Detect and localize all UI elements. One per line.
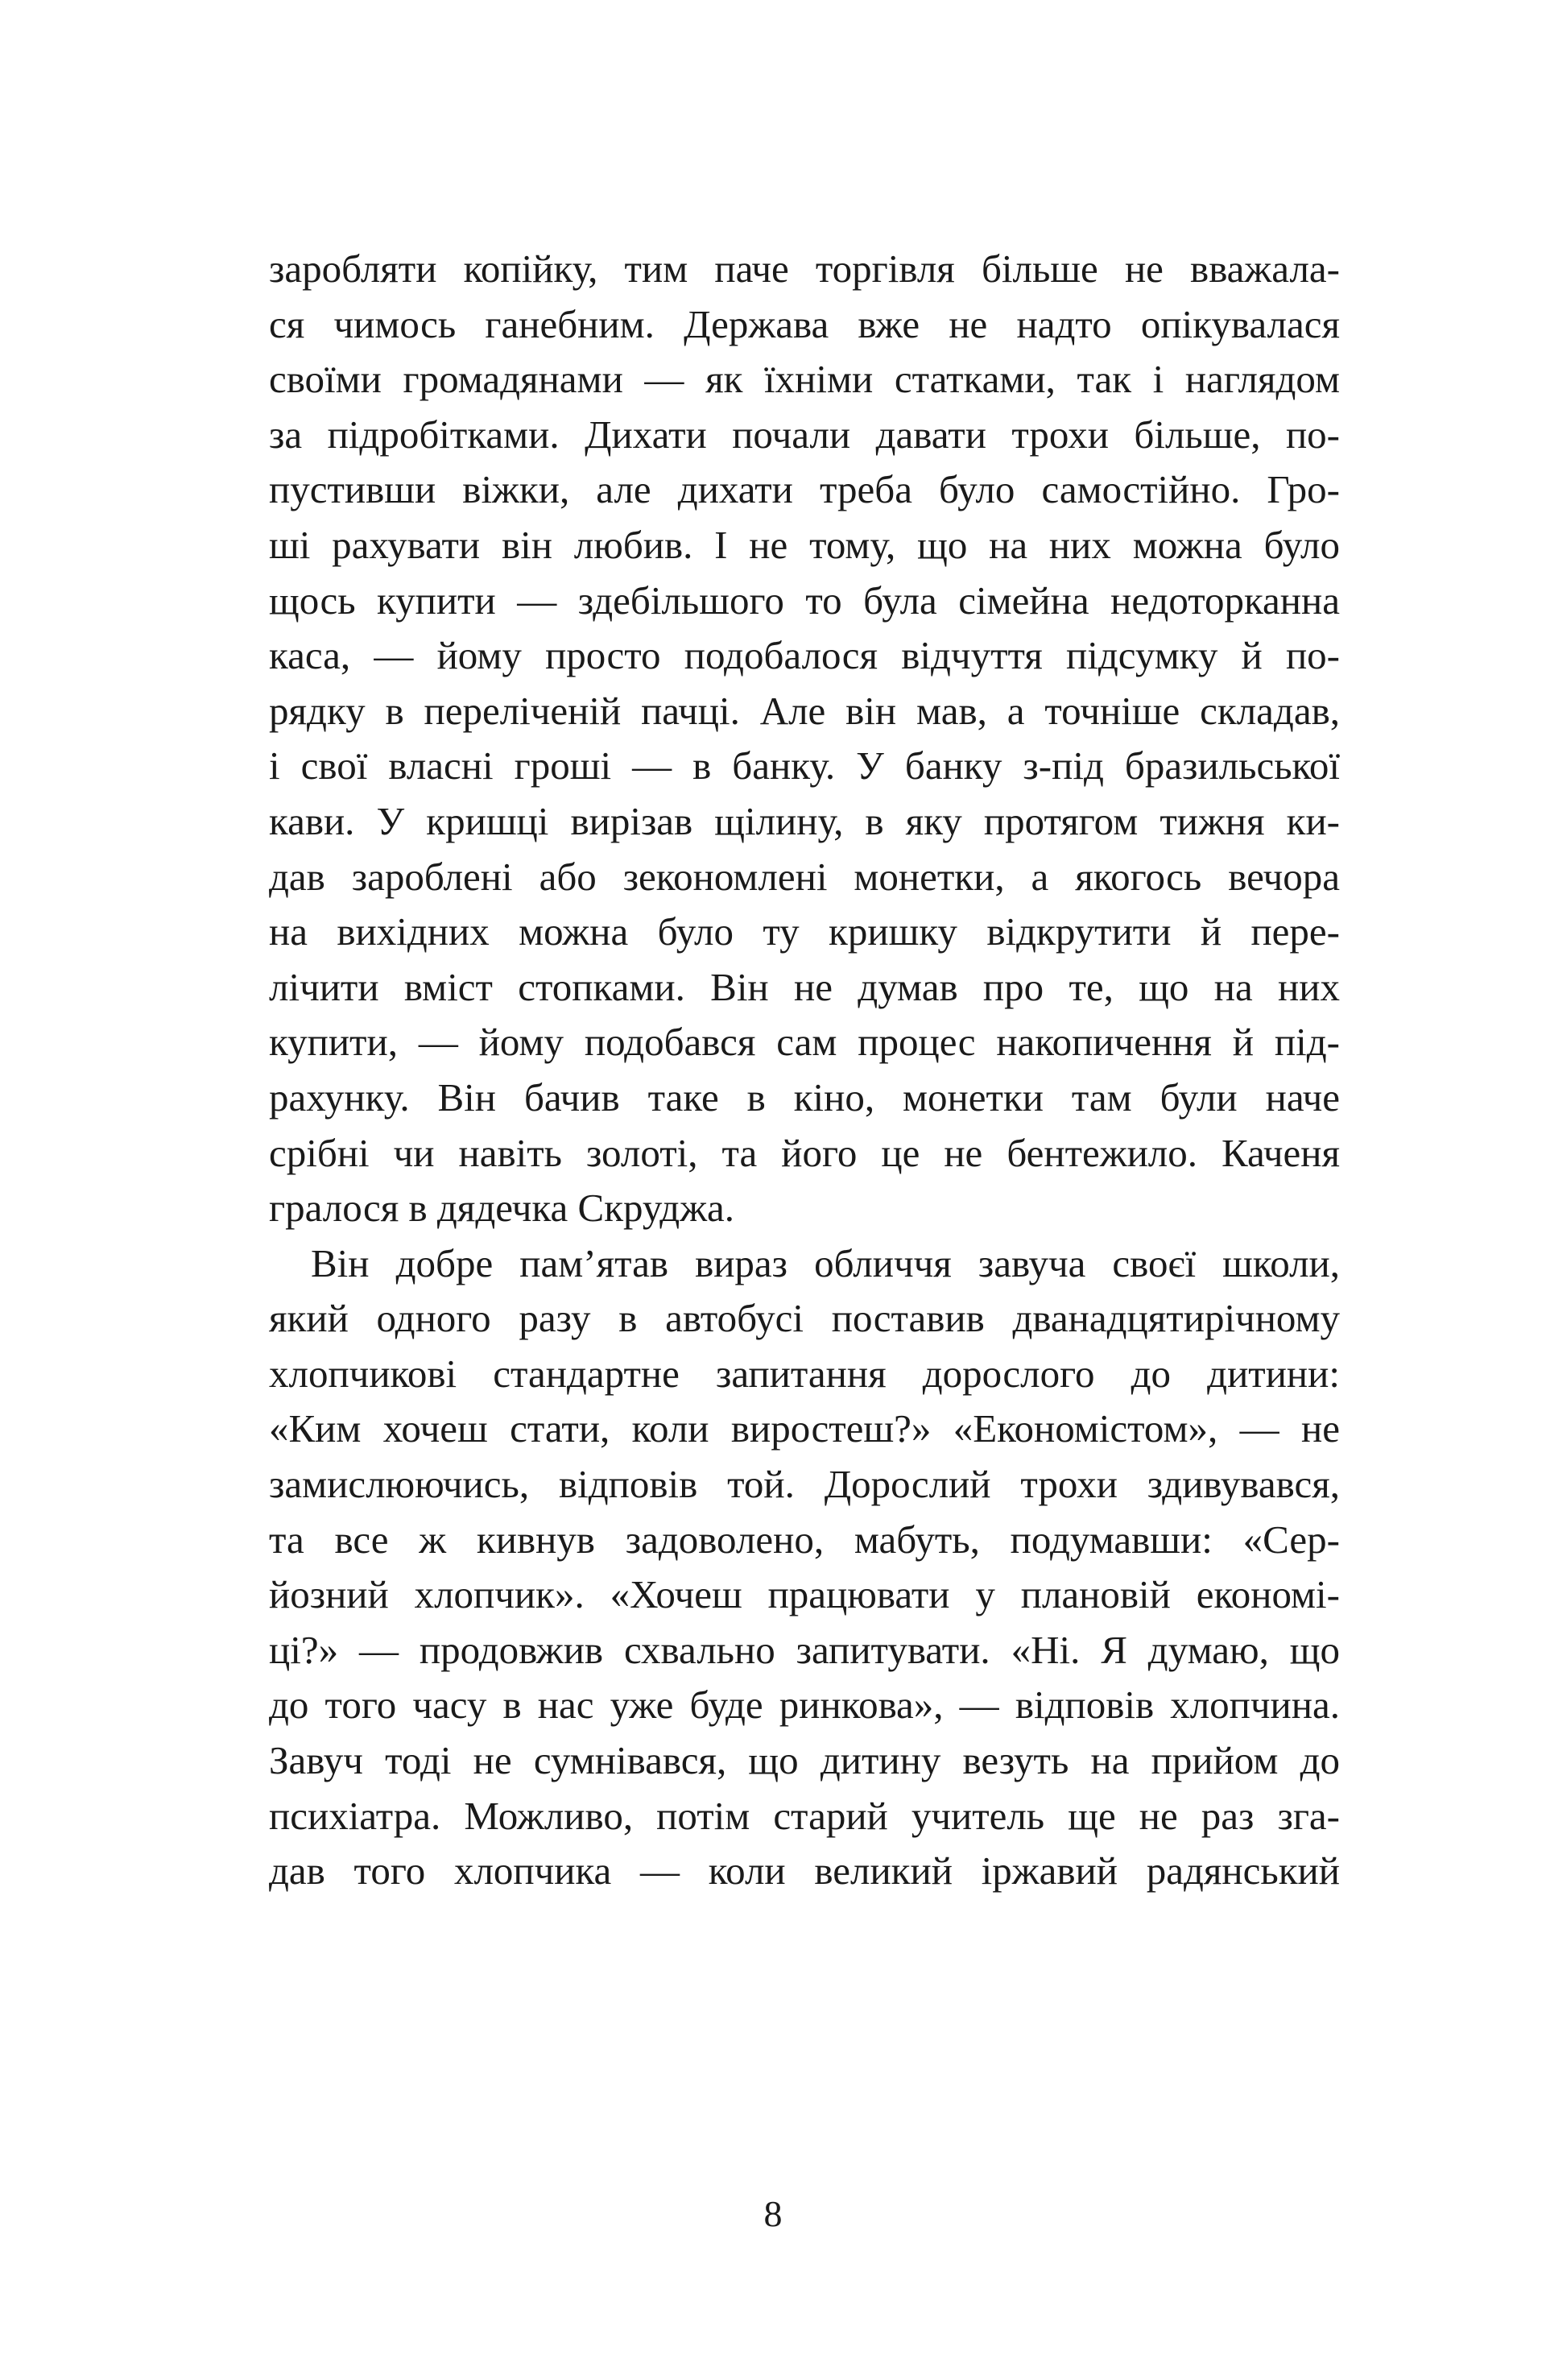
text-line: за підробітками. Дихати почали давати трохи більше, по- bbox=[269, 412, 1340, 457]
text-line: який одного разу в автобусі поставив дванадцятирічному bbox=[269, 1296, 1340, 1341]
page-body-text bbox=[269, 242, 1340, 1899]
text-line: «Ким хочеш стати, коли виростеш?» «Економістом», — не bbox=[269, 1406, 1340, 1451]
text-line: хлопчикові стандартне запитання дорослого до дитини: bbox=[269, 1351, 1340, 1396]
text-line: Завуч тоді не сумнівався, що дитину везуть на прийом до bbox=[269, 1738, 1340, 1783]
text-line: щось купити — здебільшого то була сімейна недоторканна bbox=[269, 577, 1340, 623]
text-line: лічити вміст стопками. Він не думав про те, що на них bbox=[269, 964, 1340, 1009]
text-line: йозний хлопчик». «Хочеш працювати у плановій економі- bbox=[269, 1572, 1340, 1617]
text-line: на вихідних можна було ту кришку відкрутити й пере- bbox=[269, 909, 1340, 954]
paragraph bbox=[269, 1236, 1340, 1899]
text-line: психіатра. Можливо, потім старий учитель ще не раз зга- bbox=[269, 1793, 1340, 1838]
text-line: заробляти копійку, тим паче торгівля більше не вважала- bbox=[269, 246, 1340, 291]
text-line: каса, — йому просто подобалося відчуття підсумку й по- bbox=[269, 633, 1340, 678]
text-line: та все ж кивнув задоволено, мабуть, подумавши: «Сер- bbox=[269, 1517, 1340, 1562]
text-line: срібні чи навіть золоті, та його це не бентежило. Каченя bbox=[269, 1130, 1340, 1175]
text-line: замислюючись, відповів той. Дорослий трохи здивувався, bbox=[269, 1462, 1340, 1507]
text-line: пустивши віжки, але дихати треба було самостійно. Гро- bbox=[269, 467, 1340, 512]
text-line: і свої власні гроші — в банку. У банку з-під бразильської bbox=[269, 743, 1340, 789]
text-line: дав того хлопчика — коли великий іржавий радянський bbox=[269, 1848, 1340, 1894]
text-line: кави. У кришці вирізав щілину, в яку протягом тижня ки- bbox=[269, 798, 1340, 843]
text-line: до того часу в нас уже буде ринкова», — відповів хлопчина. bbox=[269, 1683, 1340, 1728]
page-number: 8 bbox=[763, 2193, 783, 2234]
text-line: ці?» — продовжив схвально запитувати. «Ні. Я думаю, що bbox=[269, 1627, 1340, 1672]
text-line: купити, — йому подобався сам процес накопичення й під- bbox=[269, 1020, 1340, 1065]
text-line: рахунку. Він бачив таке в кіно, монетки там були наче bbox=[269, 1074, 1340, 1120]
text-line: Він добре пам’ятав вираз обличчя завуча своєї школи, bbox=[311, 1240, 1340, 1285]
text-line: ся чимось ганебним. Держава вже не надто опікувалася bbox=[269, 301, 1340, 346]
text-line: дав зароблені або зекономлені монетки, а якогось вечора bbox=[269, 854, 1340, 899]
text-line: рядку в переліченій пачці. Але він мав, а точніше складав, bbox=[269, 688, 1340, 733]
text-line: ші рахувати він любив. І не тому, що на них можна було bbox=[269, 522, 1340, 567]
text-line: гралося в дядечка Скруджа. bbox=[269, 1186, 735, 1231]
paragraph bbox=[269, 242, 1340, 1236]
text-line: своїми громадянами — як їхніми статками, так і наглядом bbox=[269, 357, 1340, 402]
